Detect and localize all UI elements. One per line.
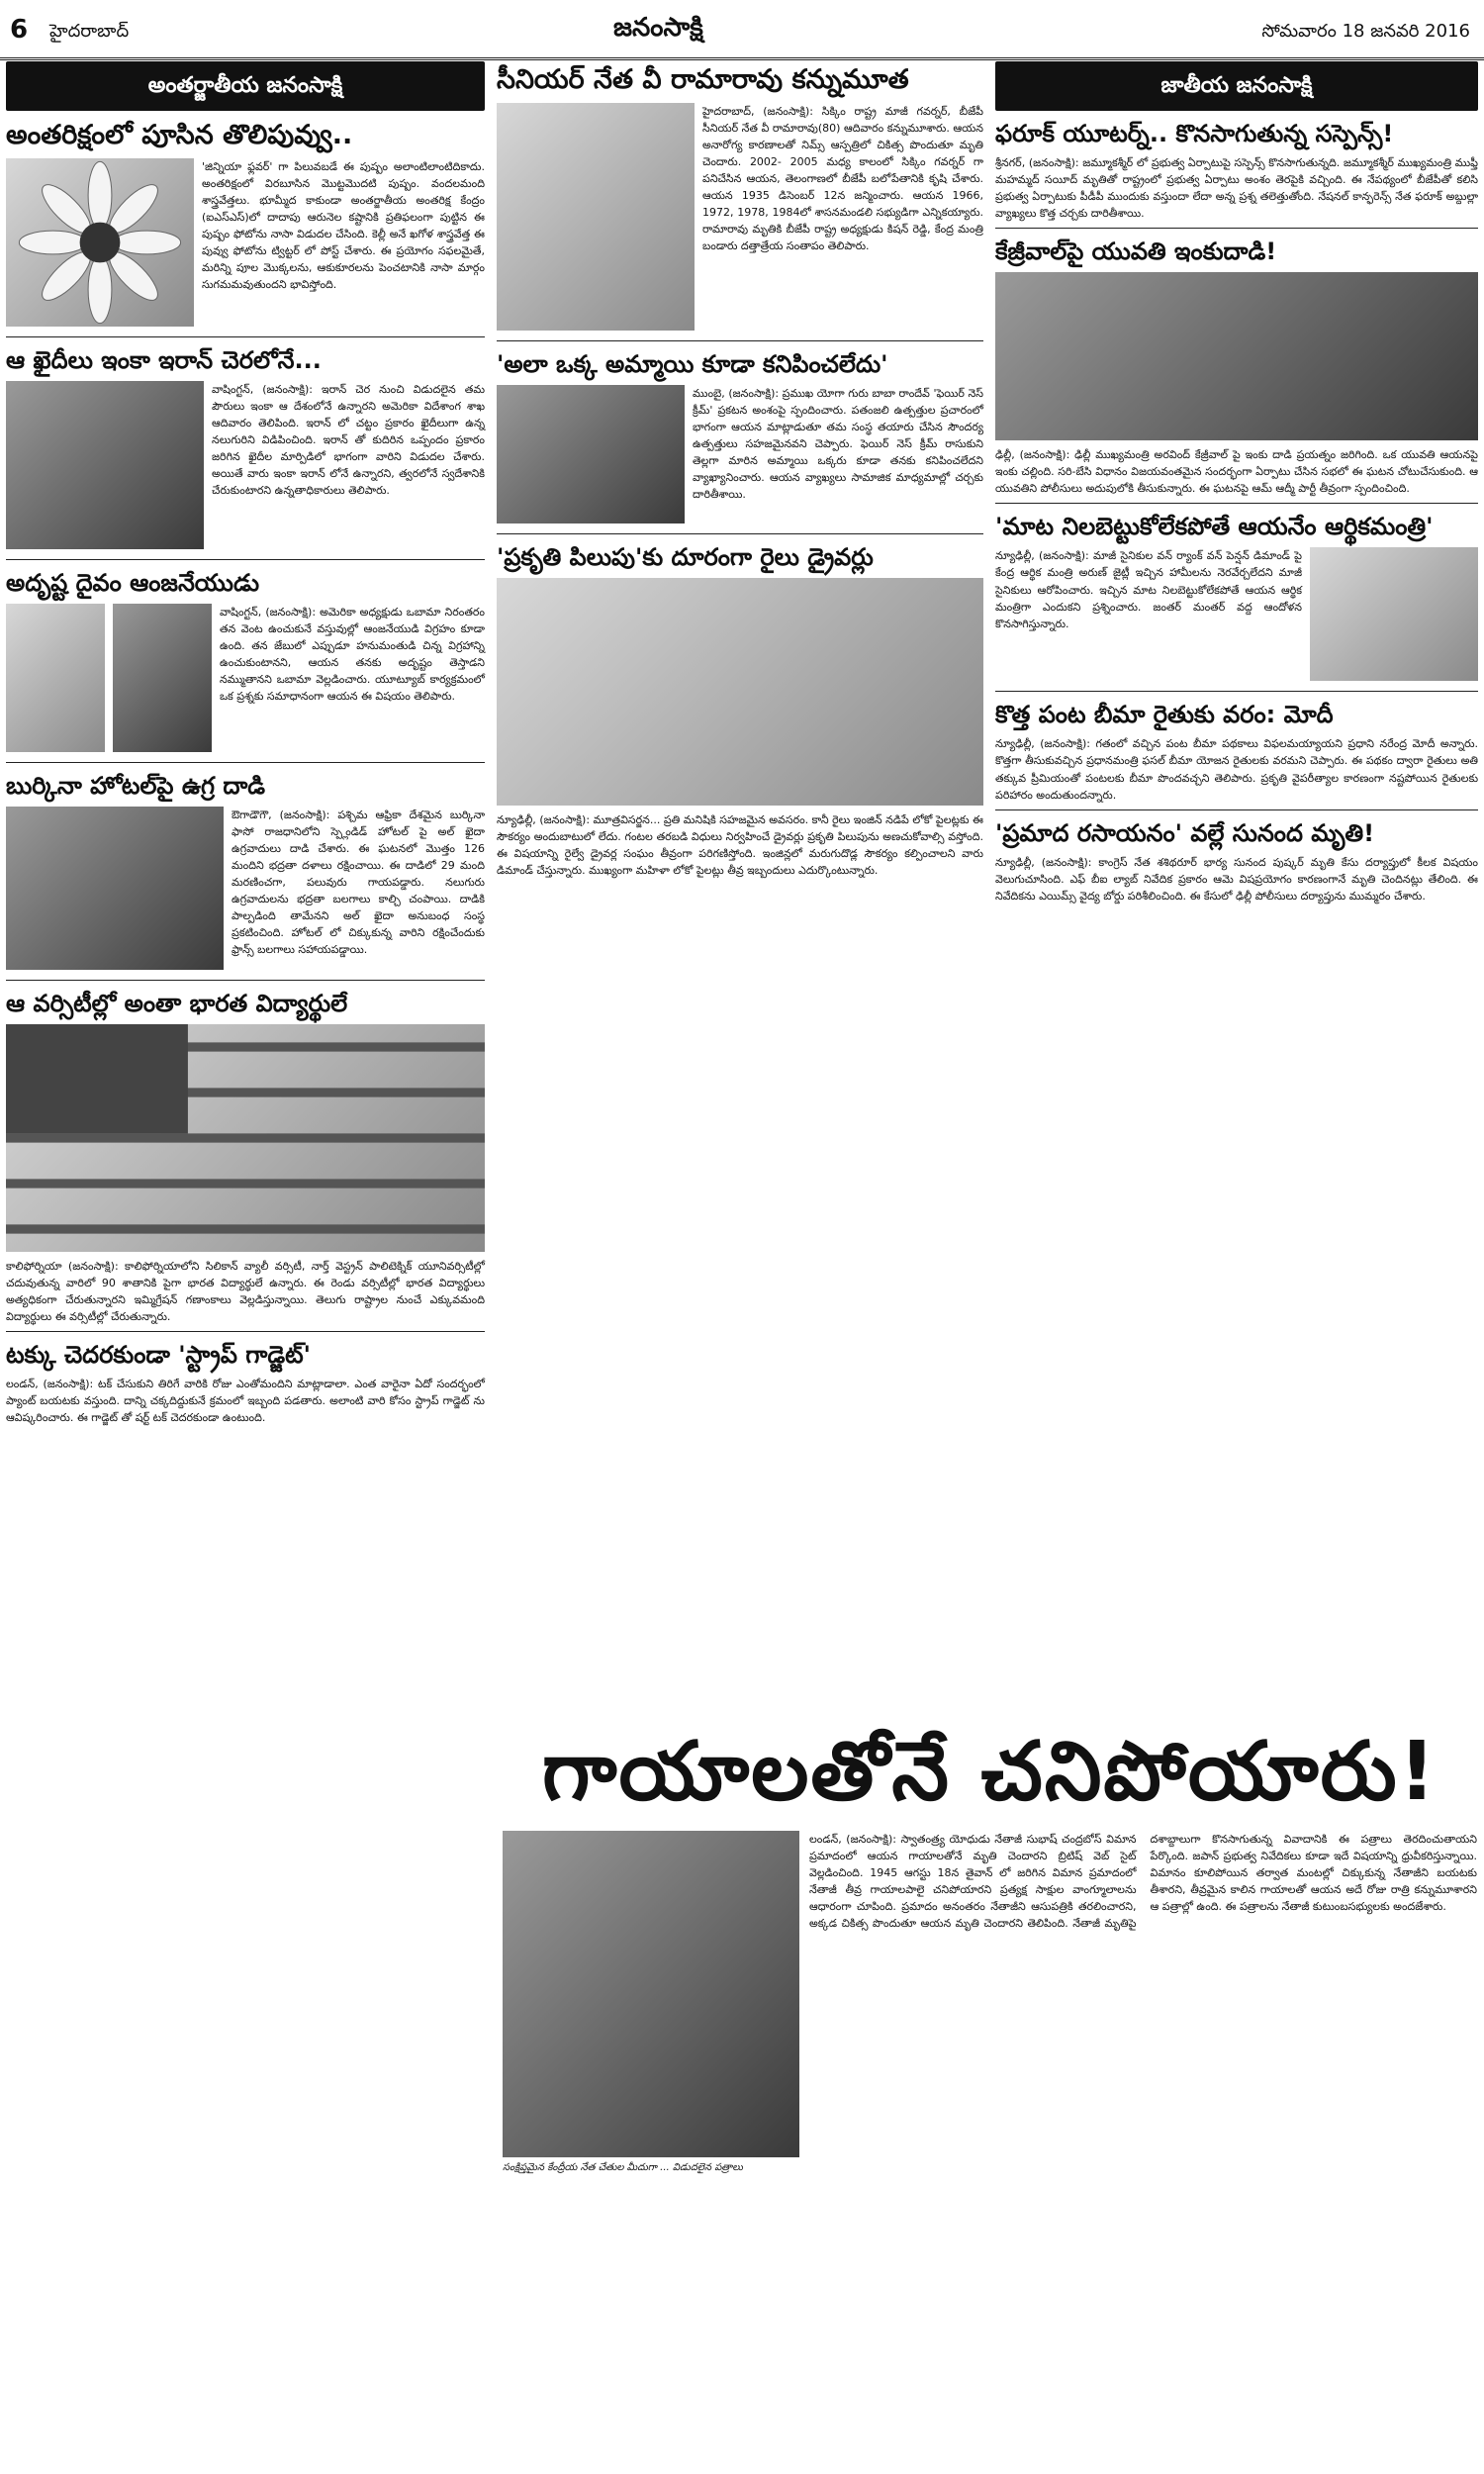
article-kejriwal-ink: ఢిల్లీ, (జనంసాక్షి): ఢిల్లీ ముఖ్యమంత్రి అరవింద్ కేజ్రీవాల్ పై ఇంకు దాడి ప్రయత్నం జరిగింది. ఒక యువతి ఆయనపై ఇంకు చల్లింది. సరి-బేసి విధానం విజయవంతమైన సందర్భంగా ఏర్పాటు చేసిన సభలో ఈ ఘటన చోటుచేసుకుంది. ఆ యువతిని పోలీసులు అదుపులోకి తీసుకున్నారు. ఈ ఘటనపై ఆమ్ ఆద్మీ పార్టీ తీవ్రంగా స్పందించింది. (995, 448, 1478, 496)
article-iran-prisoners: వాషింగ్టన్, (జనంసాక్షి): ఇరాన్ చెర నుంచి విడుదలైన తమ పౌరులు ఇంకా ఆ దేశంలోనే ఉన్నారని అమెరికా విదేశాంగ శాఖ ఆదివారం తెలిపింది. ఇరాన్ లో చట్టం ప్రకారం ఖైదీలుగా ఉన్న నలుగురిని విడిపించింది. ఇరాన్ తో కుదిరిన ఒప్పందం ప్రకారం జరిగిన ఖైదీల మార్పిడిలో భాగంగా వారిని విడుదల చేశారు. అయితే వారు ఇంకా ఇరాన్ లోనే ఉన్నారని, త్వరలోనే స్వదేశానికి చేరుకుంటారని ఉన్నతాధికారులు తెలిపారు. (212, 382, 485, 498)
divider (6, 1331, 485, 1332)
article-indian-students: కాలిఫోర్నియా (జనంసాక్షి): కాలిఫోర్నియాలోని సిలికాన్ వ్యాలీ వర్సిటీ, నార్త్ వెస్ట్రన్ పాలిటెక్నిక్ యూనివర్సిటీల్లో చదువుతున్న వారిలో 90 శాతానికి పైగా భారత విద్యార్థులే ఉన్నారు. ఈ రెండు వర్సిటీల్లో భారత విద్యార్థులు అత్యధికంగా చేరుతున్నారని ఇమ్మిగ్రేషన్ గణాంకాలు వెల్లడిస్తున్నాయి. తెలుగు రాష్ట్రాల నుంచే ఎక్కువమంది విద్యార్థులు ఈ వర్సిటీల్లో చేరుతున్నారు. (6, 1259, 485, 1323)
headline-farooq-uturn: ఫరూక్ యూటర్న్.. కొనసాగుతున్న సస్పెన్స్! (995, 120, 1394, 148)
article-ramdev-remark: ముంబై, (జనంసాక్షి): ప్రముఖ యోగా గురు బాబా రాందేవ్ 'ఫెయిర్ నెస్ క్రీమ్' ప్రకటన అంశంపై స్పందించారు. పతంజలి ఉత్పత్తుల ప్రచారంలో భాగంగా ఆయన మాట్లాడుతూ తమ సంస్థ తయారు చేసిన సౌందర్య ఉత్పత్తులు సహజమైనవని చెప్పారు. ఫెయిర్ నెస్ క్రీమ్ రాసుకుని తెల్లగా మారిన అమ్మాయి ఒక్కరు కూడా తనకు కనిపించలేదని వ్యాఖ్యానించారు. ఆయన వ్యాఖ్యలు సామాజిక మాధ్యమాల్లో చర్చకు దారితీశాయి. (693, 386, 983, 502)
divider (995, 809, 1478, 810)
center-column (497, 61, 983, 879)
article-train-drivers: న్యూఢిల్లీ, (జనంసాక్షి): మూత్రవిసర్జన... ప్రతి మనిషికి సహజమైన అవసరం. కానీ రైలు ఇంజిన్ నడిపే లోకో పైలట్లకు ఈ సౌకర్యం అందుబాటులో లేదు. గంటల తరబడి విధులు నిర్వహించే డ్రైవర్లు ప్రకృతి పిలుపును అణచుకోవాల్సి వస్తోంది. ఈ విషయాన్ని రైల్వే డ్రైవర్ల సంఘం తీవ్రంగా పరిగణిస్తోంది. ఇంజిన్లలో మరుగుదొడ్ల సౌకర్యం కల్పించాలని వారు డిమాండ్ చేస్తున్నారు. ముఖ్యంగా మహిళా లోకో పైలట్లు తీవ్ర ఇబ్బందులు ఎదుర్కొంటున్నారు. (497, 812, 983, 877)
flower-photo (6, 158, 194, 327)
divider (995, 503, 1478, 504)
masthead-bar (0, 0, 1484, 60)
headline-finance-minister: 'మాట నిలబెట్టుకోలేకపోతే ఆయనేం ఆర్థికమంత్రి' (995, 513, 1434, 541)
headline-kejriwal-ink: కేజ్రీవాల్‌పై యువతి ఇంకుదాడి! (995, 238, 1277, 266)
national-column (995, 61, 1478, 904)
graduate-flag-photo (6, 1024, 485, 1252)
obama-photo (113, 604, 212, 752)
issue-date: సోమవారం 18 జనవరి 2016 (1261, 21, 1470, 42)
article-lucky-god: వాషింగ్టన్, (జనంసాక్షి): అమెరికా అధ్యక్షుడు ఒబామా నిరంతరం తన వెంట ఉంచుకునే వస్తువుల్లో ఆంజనేయుడి విగ్రహం కూడా ఉంది. తన జేబులో ఎప్పుడూ హనుమంతుడి చిన్న విగ్రహాన్ని ఉంచుకుంటానని, ఆయన తనకు అదృష్టం తెస్తాడని నమ్ముతానని ఒబామా వెల్లడించారు. యూట్యూబ్ కార్యక్రమంలో ఒక ప్రశ్నకు సమాధానంగా ఆయన ఈ విషయం తెలిపారు. (220, 605, 485, 704)
protest-photo (1310, 547, 1478, 681)
divider (995, 691, 1478, 692)
headline-burkina-attack: బుర్కినా హోటల్‌పై ఉగ్ర దాడి (6, 771, 266, 800)
headline-netaji: గాయాలతోనే చనిపోయారు! (541, 1725, 1438, 1819)
divider (995, 228, 1478, 229)
train-driver-photo (497, 578, 983, 806)
divider (497, 533, 983, 534)
article-finance-minister: న్యూఢిల్లీ, (జనంసాక్షి): మాజీ సైనికుల వన్ ర్యాంక్ వన్ పెన్షన్ డిమాండ్ పై కేంద్ర ఆర్థిక మంత్రి అరుణ్ జైట్లీ ఇచ్చిన హామీలను నెరవేర్చలేదని మాజీ సైనికులు ఆరోపించారు. ఇచ్చిన మాట నిలబెట్టుకోలేకపోతే ఆయన ఆర్థిక మంత్రిగా ఎందుకని ప్రశ్నించారు. జంతర్ మంతర్ వద్ద ఆందోళన కొనసాగిస్తున్నారు. (995, 549, 1302, 630)
headline-lucky-god: అదృష్ట దైవం ఆంజనేయుడు (6, 568, 260, 597)
ramdev-photo (497, 385, 685, 523)
netaji-portrait-photo (503, 1831, 799, 2157)
divider (6, 980, 485, 981)
headline-indian-students: ఆ వర్సిటీల్లో అంతా భారత విద్యార్థులే (6, 989, 348, 1017)
divider (6, 559, 485, 560)
section-international: అంతర్జాతీయ జనంసాక్షి (6, 61, 485, 111)
headline-train-drivers: 'ప్రకృతి పిలుపు'కు దూరంగా రైలు డ్రైవర్లు (497, 542, 874, 571)
headline-ramarao-death: సీనియర్ నేత వీ రామారావు కన్నుమూత (497, 64, 909, 95)
ink-attack-photo (995, 272, 1478, 440)
prisoner-portrait-photo (6, 381, 204, 549)
netaji-story (503, 1831, 1477, 2176)
headline-ramdev-remark: 'అలా ఒక్క అమ్మాయి కూడా కనిపించలేదు' (497, 349, 888, 378)
headline-strap-gadget: టక్కు చెదరకుండా 'స్ట్రాప్ గాడ్జెట్' (6, 1341, 312, 1370)
divider (6, 762, 485, 763)
headline-sunanda-death: 'ప్రమాద రసాయనం' వల్లే సునంద మృతి! (995, 818, 1375, 847)
section-national: జాతీయ జనంసాక్షి (995, 61, 1478, 111)
article-farooq-uturn: శ్రీనగర్, (జనంసాక్షి): జమ్మూకశ్మీర్ లో ప్రభుత్వ ఏర్పాటుపై సస్పెన్స్ కొనసాగుతున్నది. జమ్మూకశ్మీర్ ముఖ్యమంత్రి ముఫ్తీ మహమ్మద్ సయీద్ మృతితో రాష్ట్రంలో ప్రభుత్వ ఏర్పాటు అంశం తెరపైకి వచ్చింది. ఈ నేపథ్యంలో బీజేపీతో కలిసి ప్రభుత్వ ఏర్పాటుకు పీడీపీ ముందుకు వస్తుందా లేదా అన్న ప్రశ్న తలెత్తుతోంది. నేషనల్ కాన్ఫరెన్స్ నేత ఫరూక్ అబ్దుల్లా వ్యాఖ్యలు కొత్త చర్చకు దారితీశాయి. (995, 156, 1478, 221)
divider (6, 336, 485, 337)
article-crop-insurance: న్యూఢిల్లీ, (జనంసాక్షి): గతంలో వచ్చిన పంట బీమా పథకాలు విఫలమయ్యాయని ప్రధాని నరేంద్ర మోదీ అన్నారు. కొత్తగా తీసుకువచ్చిన ప్రధానమంత్రి ఫసల్ బీమా యోజన రైతులకు వరమని చెప్పారు. ఈ పథకం ద్వారా రైతులు అతి తక్కువ ప్రీమియంతో పంటలకు బీమా పొందవచ్చని తెలిపారు. ప్రకృతి వైపరీత్యాల కారణంగా నష్టపోయిన రైతులకు పరిహారం అందుతుందన్నారు. (995, 737, 1478, 802)
international-column (6, 61, 485, 1426)
headline-space-flower: అంతరిక్షంలో పూసిన తొలిపువ్వు.. (6, 120, 353, 151)
article-strap-gadget: లండన్, (జనంసాక్షి): టక్ చేసుకుని తిరిగే వారికి రోజు ఎంతోమందిని మాట్లాడాలా. ఎంత వారైనా ఏదో సందర్భంలో ప్యాంట్ బయటకు వస్తుంది. దాన్ని చక్కదిద్దుకునే క్రమంలో ఇబ్బంది పడతారు. అలాంటి వారి కోసం స్ట్రాప్ గాడ్జెట్ ను ఆవిష్కరించారు. ఈ గాడ్జెట్ తో షర్ట్ టక్ చెదరకుండా ఉంటుంది. (6, 1378, 485, 1425)
divider (497, 340, 983, 341)
headline-iran-prisoners: ఆ ఖైదీలు ఇంకా ఇరాన్ చెరలోనే... (6, 345, 322, 374)
article-space-flower: 'జిన్నియా ఫ్లవర్' గా పిలువబడే ఈ పుష్పం అలాంటిలాంటిదికాదు. అంతరిక్షంలో విరబూసిన మొట్టమొదటి పుష్పం. వందలమంది శాస్త్రవేత్తలు. భూమ్మీద కాకుండా అంతర్జాతీయ అంతరిక్ష కేంద్రం (ఐఎస్ఎస్)లో దాదాపు ఆరునెల కష్టానికి ప్రతిఫలంగా పుట్టిన ఈ పుష్పం ఫోటోను నాసా విడుదల చేసింది. కెల్లీ అనే ఖగోళ శాస్త్రవేత్త ఈ పువ్వు ఫోటోను ట్విట్టర్ లో పోస్ట్ చేశారు. ఈ ప్రయోగం సఫలమైతే, మరిన్ని పూల మొక్కలను, ఆకుకూరలను పెంచటానికి నాసా మార్గం సుగమమవుతుందని భావిస్తోంది. (202, 159, 485, 292)
soldiers-photo (6, 807, 224, 970)
article-burkina-attack: ఔగాడౌగౌ, (జనంసాక్షి): పశ్చిమ ఆఫ్రికా దేశమైన బుర్కినా ఫాసో రాజధానిలోని స్ప్లెండిడ్ హోటల్ పై అల్ ఖైదా ఉగ్రవాదులు దాడి చేశారు. ఈ ఘటనలో మొత్తం 126 మందిని భద్రతా దళాలు రక్షించాయి. ఈ దాడిలో 29 మంది మరణించగా, పలువురు గాయపడ్డారు. నలుగురు ఉగ్రవాదులను భద్రతా బలగాలు కాల్చి చంపాయి. దాడికి పాల్పడింది తామేనని అల్ ఖైదా అనుబంధ సంస్థ ప్రకటించింది. హోటల్ లో చిక్కుకున్న వారిని రక్షించేందుకు ఫ్రాన్స్ బలగాలు సహాయపడ్డాయి. (232, 808, 485, 957)
page-number: 6 (10, 15, 29, 45)
article-ramarao-death: హైదరాబాద్, (జనంసాక్షి): సిక్కిం రాష్ట్ర మాజీ గవర్నర్, బీజేపీ సీనియర్ నేత వీ రామారావు(80) ఆదివారం కన్నుమూశారు. ఆయన అనారోగ్య కారణాలతో నిమ్స్ ఆస్పత్రిలో చికిత్స పొందుతూ మృతి చెందారు. 2002- 2005 మధ్య కాలంలో సిక్కిం గవర్నర్ గా పనిచేసిన ఆయన, తెలంగాణలో బీజేపీ బలోపేతానికి కృషి చేశారు. ఆయన 1935 డిసెంబర్ 12న జన్మించారు. ఆయన 1966, 1972, 1978, 1984లో శాసనమండలి సభ్యుడిగా ఎన్నికయ్యారు. రామారావు మృతికి బీజేపీ రాష్ట్ర అధ్యక్షుడు కిషన్ రెడ్డి, కేంద్ర మంత్రి బండారు దత్తాత్రేయ సంతాపం తెలిపారు. (702, 104, 983, 253)
photo-caption: సంక్షిప్తమైన కేంద్రీయ నేత చేతుల మీదుగా ... విడుదలైన పత్రాలు (503, 2162, 743, 2173)
city-label: హైదరాబాద్ (49, 21, 130, 42)
article-sunanda-death: న్యూఢిల్లీ, (జనంసాక్షి): కాంగ్రెస్ నేత శశిథరూర్ భార్య సునంద పుష్కర్ మృతి కేసు దర్యాప్తులో కీలక విషయం వెలుగుచూసింది. ఎఫ్ బీఐ ల్యాబ్ నివేదిక ప్రకారం ఆమె విషప్రయోగం కారణంగానే మృతి చెందినట్లు తేలింది. ఈ నివేదికను ఎయిమ్స్ వైద్య బోర్డు పరిశీలించింది. ఈ కేసులో ఢిల్లీ పోలీసులు దర్యాప్తును ముమ్మరం చేశారు. (995, 855, 1478, 903)
headline-crop-insurance: కొత్త పంట బీమా రైతుకు వరం: మోదీ (995, 701, 1334, 729)
hanuman-idol-photo (6, 604, 105, 752)
article-netaji: లండన్, (జనంసాక్షి): స్వాతంత్ర్య యోధుడు నేతాజీ సుభాష్ చంద్రబోస్ విమాన ప్రమాదంలో ఆయన గాయాలతోనే మృతి చెందారని బ్రిటిష్ వెబ్ సైట్ వెల్లడించింది. 1945 ఆగస్టు 18న తైవాన్ లో జరిగిన విమాన ప్రమాదంలో నేతాజీ తీవ్ర గాయాలపాలై చనిపోయారని ప్రత్యక్ష సాక్షుల వాంగ్మూలాలను ఆధారంగా చూపింది. ప్రమాదం అనంతరం నేతాజీని ఆసుపత్రికి తరలించారని, అక్కడ చికిత్స పొందుతూ ఆయన మృతి చెందారని తెలిపింది. నేతాజీ మృతిపై దశాబ్దాలుగా కొనసాగుతున్న వివాదానికి ఈ పత్రాలు తెరదించుతాయని పేర్కొంది. జపాన్ ప్రభుత్వ నివేదికలు కూడా ఇదే విషయాన్ని ధ్రువీకరిస్తున్నాయి. విమానం కూలిపోయిన తర్వాత మంటల్లో చిక్కుకున్న నేతాజీని బయటకు తీశారని, తీవ్రమైన కాలిన గాయాలతో ఆయన అదే రోజు రాత్రి కన్నుమూశారని ఆ పత్రాల్లో ఉంది. ఈ పత్రాలను నేతాజీ కుటుంబసభ్యులకు అందజేశారు. (809, 1833, 1477, 1931)
ramarao-portrait-photo (497, 103, 695, 331)
newspaper-logo: జనంసాక్షి (613, 13, 703, 43)
